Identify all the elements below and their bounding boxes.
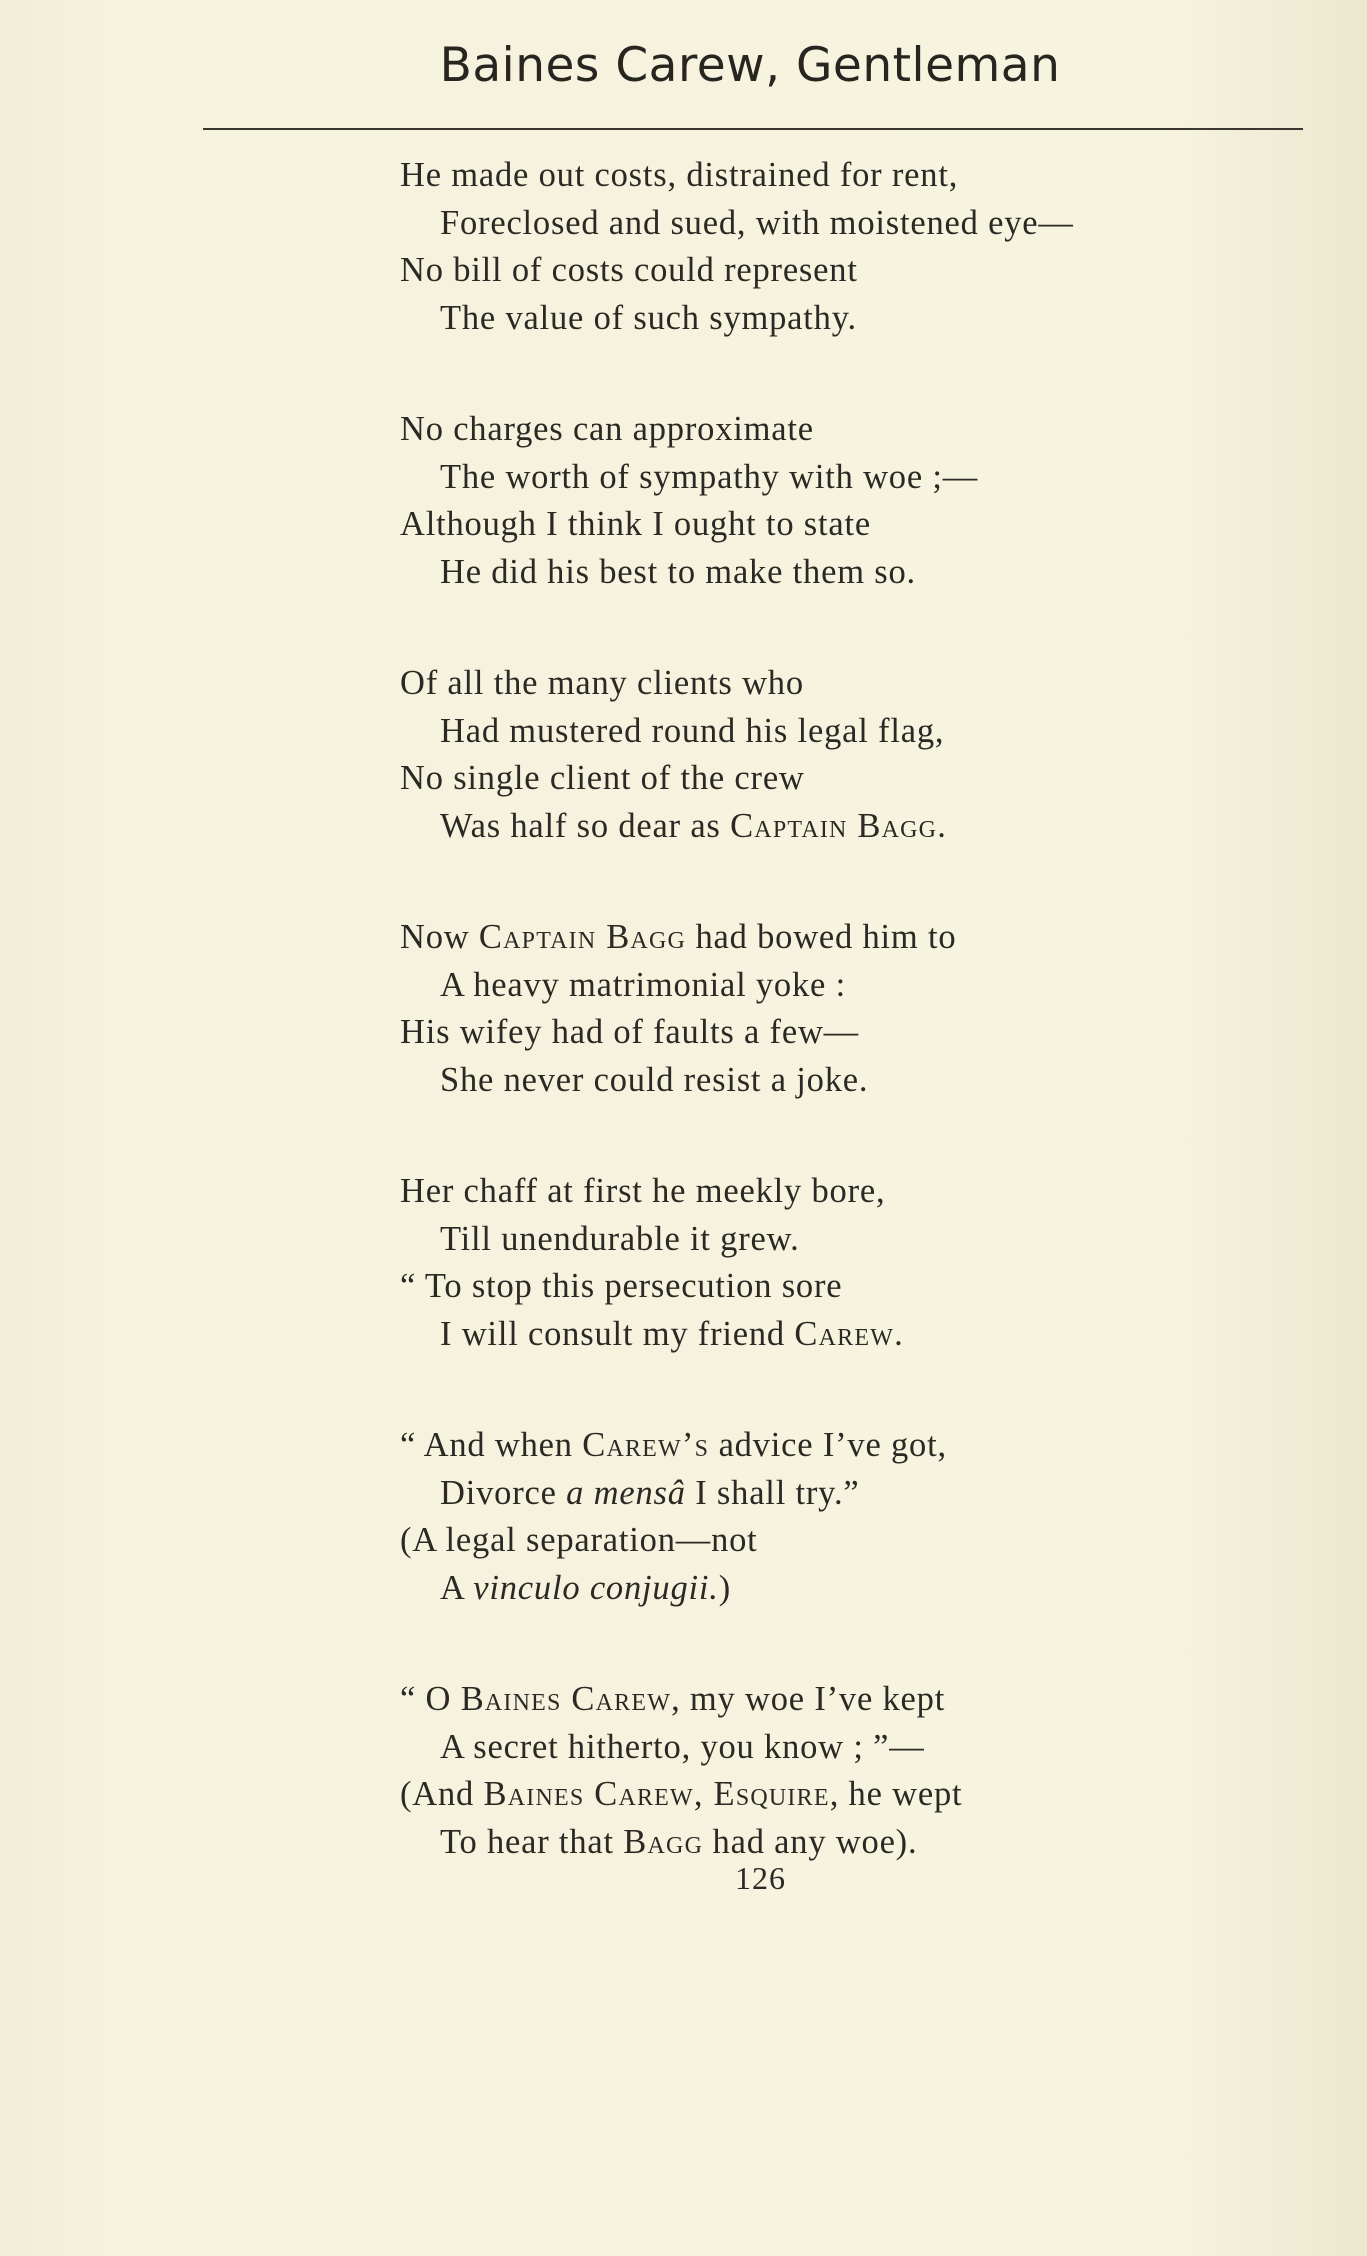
name-small-caps: Carew’s [582,1426,710,1464]
running-head: Baines Carew, Gentleman [439,38,1061,93]
poem-body [400,152,1220,1930]
verse-line [400,914,1220,962]
verse-line: A heavy matrimonial yoke : [440,965,846,1004]
stanza-2 [400,406,1220,596]
verse-line: He made out costs, distrained for rent, [400,156,959,194]
verse-text: , he wept [829,1775,963,1813]
verse-text: Now [400,918,479,956]
verse-line [400,1422,1220,1470]
verse-line: Of all the many clients who [400,664,804,702]
verse-text: had bowed him to [686,918,957,956]
verse-line: “ To stop this persecution sore [400,1267,843,1305]
verse-text: . [937,806,947,845]
name-small-caps: Bagg [623,1822,704,1861]
verse-line: Her chaff at first he meekly bore, [400,1172,886,1210]
stanza-5 [400,1168,1220,1358]
latin-italic: a mensâ [566,1473,686,1512]
name-small-caps: Captain Bagg [478,918,687,956]
verse-text: Divorce [440,1473,567,1512]
verse-text: advice I’ve got, [709,1426,947,1464]
verse-line: Foreclosed and sued, with moistened eye— [440,203,1074,242]
verse-line [400,1676,1220,1724]
verse-line: Had mustered round his legal flag, [440,711,945,750]
verse-line: A secret hitherto, you know ; ”— [440,1727,925,1766]
header-rule [203,128,1303,130]
verse-line: Till unendurable it grew. [440,1219,800,1258]
verse-line: He did his best to make them so. [440,552,916,591]
latin-italic: vinculo conjugii. [473,1568,719,1607]
verse-text: “ O [400,1680,461,1718]
name-small-caps: Carew [794,1314,895,1353]
verse-text: “ And when [400,1426,583,1464]
verse-text: I will consult my friend [440,1314,795,1353]
verse-text: I shall try.” [685,1473,860,1512]
verse-line [400,1771,1220,1819]
verse-line: No single client of the crew [400,759,805,797]
name-small-caps: Captain Bagg [730,806,938,845]
verse-line: His wifey had of faults a few— [400,1013,859,1051]
verse-line: The worth of sympathy with woe ;— [440,457,979,496]
stanza-4 [400,914,1220,1104]
verse-text: To hear that [440,1822,624,1861]
stanza-3 [400,660,1220,850]
stanza-6 [400,1422,1220,1612]
verse-line [400,1819,1220,1867]
verse-line: The value of such sympathy. [440,298,857,337]
verse-line [400,803,1220,851]
verse-line: She never could resist a joke. [440,1060,869,1099]
verse-line: No charges can approximate [400,410,814,448]
stanza-7 [400,1676,1220,1866]
verse-text: Was half so dear as [440,806,731,845]
verse-line [400,1470,1220,1518]
verse-line: Although I think I ought to state [400,505,872,543]
verse-text: A [440,1568,474,1607]
name-small-caps: Baines Carew, Esquire [483,1775,830,1813]
verse-text: . [894,1314,904,1353]
verse-line [400,1565,1220,1613]
verse-text: had any woe). [703,1822,918,1861]
verse-text: , my woe I’ve kept [671,1680,946,1718]
verse-text: (And [400,1775,484,1813]
verse-text: ) [718,1568,732,1607]
name-small-caps: Baines Carew [460,1680,672,1718]
page-number: 126 [735,1860,786,1896]
verse-line [400,1311,1220,1359]
verse-line: No bill of costs could represent [400,251,858,289]
stanza-1 [400,152,1220,342]
verse-line: (A legal separation—not [400,1521,758,1559]
